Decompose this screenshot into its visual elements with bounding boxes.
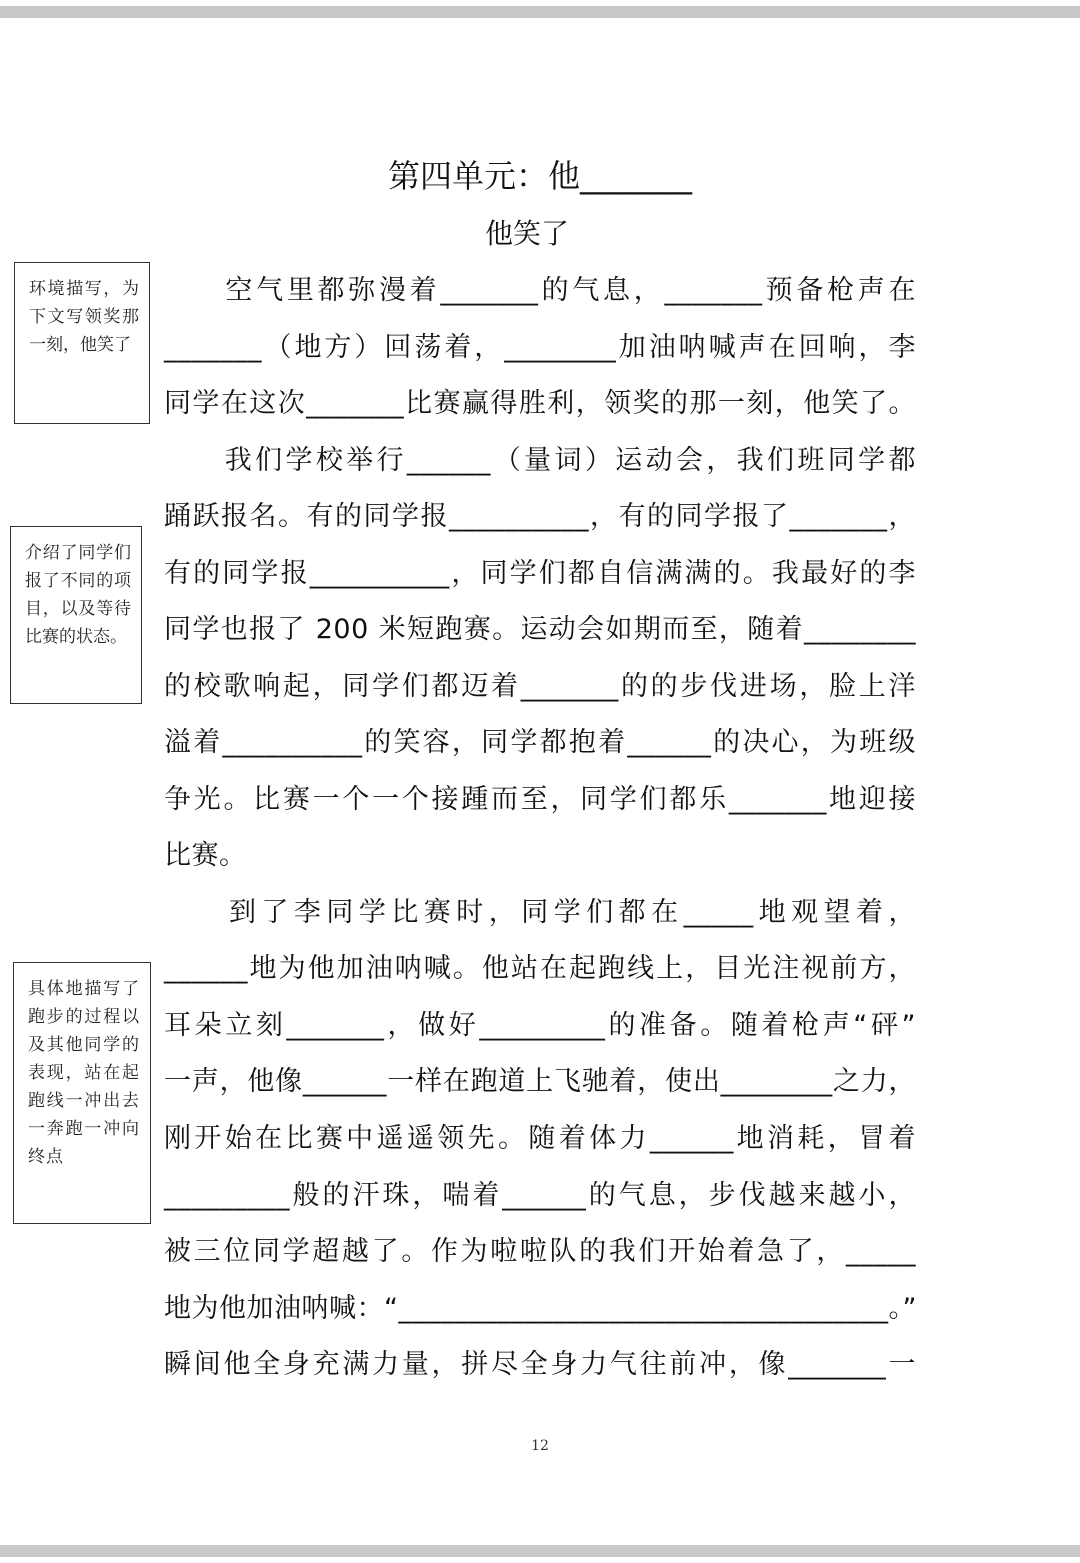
margin-note-events: 介绍了同学们报了不同的项目，以及等待比赛的状态。 (10, 526, 142, 704)
page-top-edge (0, 6, 1080, 18)
text-line: 一声，他像______一样在跑道上飞驰着，使出________之力， (164, 1066, 916, 1097)
text-line: 刚开始在比赛中遥遥领先。随着体力______地消耗，冒着 (164, 1123, 916, 1154)
text-line: _________般的汗珠，喘着______的气息，步伐越来越小， (164, 1180, 916, 1211)
text-line: 比赛。 (164, 840, 247, 871)
text-line: 我们学校举行______（量词）运动会，我们班同学都 (164, 445, 916, 476)
text-line: 有的同学报__________，同学们都自信满满的。我最好的李 (164, 558, 916, 589)
text-line: 空气里都弥漫着_______的气息，_______预备枪声在 (164, 275, 916, 306)
text-line: 瞬间他全身充满力量，拼尽全身力气往前冲，像_______一 (164, 1349, 916, 1380)
text-line: 争光。比赛一个一个接踵而至，同学们都乐_______地迎接 (164, 784, 916, 815)
text-line: 的校歌响起，同学们都迈着_______的的步伐进场，脸上洋 (164, 671, 916, 702)
text-line: 被三位同学超越了。作为啦啦队的我们开始着急了，_____ (164, 1236, 916, 1267)
text-line: 同学也报了 200 米短跑赛。运动会如期而至，随着________ (164, 614, 916, 645)
text-line: _______（地方）回荡着，________加油呐喊声在回响，李 (164, 332, 916, 363)
text-line: 耳朵立刻_______，做好_________的准备。随着枪声“砰” (164, 1010, 916, 1041)
text-line: 到了李同学比赛时，同学们都在_____地观望着， (164, 897, 916, 928)
page-number: 12 (531, 1438, 549, 1454)
text-line: 溢着__________的笑容，同学都抱着______的决心，为班级 (164, 727, 916, 758)
story-title: 他笑了 (484, 217, 569, 250)
text-line: 地为他加油呐喊：“___________________________________。” (164, 1293, 917, 1324)
text-line: ______地为他加油呐喊。他站在起跑线上，目光注视前方， (164, 953, 916, 984)
page-bottom-edge (0, 1545, 1080, 1557)
text-line: 同学在这次_______比赛赢得胜利，领奖的那一刻，他笑了。 (164, 388, 916, 419)
text-line: 踊跃报名。有的同学报__________，有的同学报了_______， (164, 501, 916, 532)
unit-title: 第四单元：他_______ (387, 157, 692, 195)
margin-note-environment: 环境描写，为下文写领奖那一刻，他笑了 (14, 262, 150, 424)
margin-note-race: 具体地描写了跑步的过程以及其他同学的表现，站在起跑线一冲出去一奔跑一冲向终点 (13, 962, 151, 1224)
